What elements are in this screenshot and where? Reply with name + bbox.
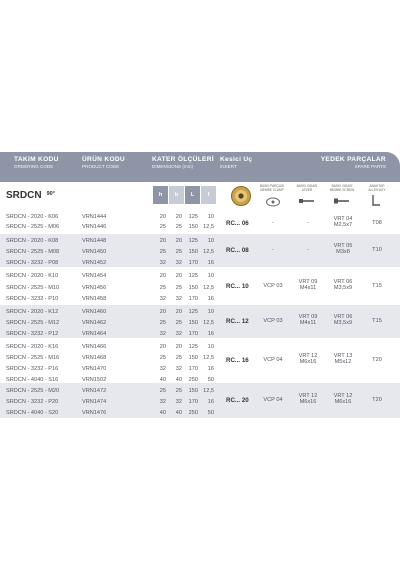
- dim-f-cell: 12,5: [203, 249, 214, 255]
- clamp-screw-icon: [333, 194, 351, 212]
- dim-h-cell: 32: [159, 331, 166, 337]
- table-row: [0, 329, 400, 339]
- dim-f-cell: 12,5: [203, 355, 214, 361]
- key-code: T08: [372, 219, 382, 226]
- insert-code: RC... 16: [226, 356, 249, 364]
- dim-l-cell: 170: [188, 366, 198, 372]
- lever-code: VRT 09 M4x11: [298, 314, 318, 326]
- header-ordering-subtitle: ORDERING CODE: [14, 164, 54, 169]
- dim-b-cell: 20: [175, 238, 182, 244]
- dim-b-cell: 25: [175, 388, 182, 394]
- dim-l-cell: 125: [188, 309, 198, 315]
- header-spare-parts: [321, 156, 386, 169]
- ordering-code-cell: SRDCN - 4040 - S16: [6, 377, 59, 383]
- dim-b-cell: 25: [175, 355, 182, 361]
- dim-l-cell: 170: [188, 331, 198, 337]
- table-row: [0, 408, 400, 418]
- ordering-code-cell: SRDCN - 3232 - P10: [6, 296, 59, 302]
- table-row: [0, 294, 400, 304]
- dim-b-cell: 32: [175, 399, 182, 405]
- clamp-plate-code: VCP 03: [263, 282, 283, 289]
- table-row: [0, 375, 400, 385]
- dim-b-cell: 32: [175, 296, 182, 302]
- dim-h-cell: 25: [159, 355, 166, 361]
- dim-h-cell: 25: [159, 249, 166, 255]
- ordering-code-cell: SRDCN - 3232 - P20: [6, 399, 59, 405]
- dim-h-cell: 32: [159, 366, 166, 372]
- insert-code: RC... 08: [226, 246, 249, 254]
- lever-code: VRT 09 M4x11: [298, 279, 318, 291]
- clamp-plate-code: VCP 04: [263, 396, 283, 403]
- product-code-cell: VRN1450: [82, 249, 107, 255]
- header-ordering-title: TAKIM KODU: [14, 156, 59, 163]
- series-angle: 90°: [46, 191, 55, 197]
- dim-h-cell: 25: [159, 320, 166, 326]
- dim-b-cell: 20: [175, 309, 182, 315]
- series-name: SRDCN: [6, 190, 42, 201]
- dim-header-b: b: [169, 186, 184, 204]
- header-spares-subtitle: SPARE PARTS: [354, 164, 386, 169]
- dim-h-cell: 20: [159, 238, 166, 244]
- ordering-code-cell: SRDCN - 2020 - K16: [6, 344, 59, 350]
- clamp-plate-code: -: [272, 246, 274, 253]
- dim-header-l: L: [185, 186, 200, 204]
- dim-f-cell: 50: [207, 410, 214, 416]
- header-insert-title: Kesici Uç: [220, 156, 253, 163]
- product-code-cell: VRN1456: [82, 285, 107, 291]
- dim-l-cell: 125: [188, 238, 198, 244]
- product-code-cell: VRN1474: [82, 399, 107, 405]
- dim-l-cell: 250: [188, 410, 198, 416]
- dim-f-cell: 16: [207, 331, 214, 337]
- dim-header-f: f: [201, 186, 216, 204]
- insert-code: RC... 10: [226, 282, 249, 290]
- ordering-code-cell: SRDCN - 2020 - K08: [6, 238, 59, 244]
- key-code: T15: [372, 317, 382, 324]
- header-insert: [220, 156, 252, 169]
- dim-h-cell: 20: [159, 273, 166, 279]
- ordering-code-cell: SRDCN - 2020 - K06: [6, 214, 59, 220]
- dim-h-cell: 25: [159, 388, 166, 394]
- dim-f-cell: 10: [207, 273, 214, 279]
- ordering-code-cell: SRDCN - 3232 - P12: [6, 331, 59, 337]
- dim-b-cell: 25: [175, 285, 182, 291]
- product-code-cell: VRN1462: [82, 320, 107, 326]
- spare-label-lever: BASKI VİDASI LEVER: [296, 184, 318, 192]
- dim-f-cell: 12,5: [203, 224, 214, 230]
- dim-l-cell: 150: [188, 320, 198, 326]
- product-code-cell: VRN1458: [82, 296, 107, 302]
- clamp-plate-code: VCP 03: [263, 317, 283, 324]
- product-code-cell: VRN1472: [82, 388, 107, 394]
- allen-key-icon: [370, 194, 382, 213]
- dim-b-cell: 40: [175, 377, 182, 383]
- insert-code: RC... 06: [226, 219, 249, 227]
- dim-l-cell: 125: [188, 273, 198, 279]
- dim-l-cell: 250: [188, 377, 198, 383]
- ordering-code-cell: SRDCN - 3232 - P08: [6, 260, 59, 266]
- ordering-code-cell: SRDCN - 2525 - M16: [6, 355, 60, 361]
- ordering-code-cell: SRDCN - 2525 - M12: [6, 320, 60, 326]
- product-code-cell: VRN1454: [82, 273, 107, 279]
- series-title: [6, 190, 55, 201]
- product-code-cell: VRN1466: [82, 344, 107, 350]
- key-code: T20: [372, 356, 382, 363]
- header-product-code: [82, 156, 125, 169]
- dim-b-cell: 40: [175, 410, 182, 416]
- insert-code: RC... 12: [226, 317, 249, 325]
- dim-l-cell: 150: [188, 355, 198, 361]
- dim-f-cell: 10: [207, 238, 214, 244]
- product-code-cell: VRN1470: [82, 366, 107, 372]
- dim-header-h: h: [153, 186, 168, 204]
- dim-l-cell: 125: [188, 214, 198, 220]
- product-code-cell: VRN1460: [82, 309, 107, 315]
- dim-f-cell: 10: [207, 344, 214, 350]
- header-dimensions-subtitle: DIMENSIONS (mm): [152, 164, 194, 169]
- table-row: [0, 342, 400, 352]
- dim-l-cell: 170: [188, 296, 198, 302]
- lever-code: -: [307, 219, 309, 226]
- header-dimensions-title: KATER ÖLÇÜLERİ: [152, 156, 214, 163]
- dim-b-cell: 20: [175, 214, 182, 220]
- insert-image: [230, 185, 252, 212]
- dim-h-cell: 40: [159, 410, 166, 416]
- ordering-code-cell: SRDCN - 2020 - K12: [6, 309, 59, 315]
- header-product-title: ÜRÜN KODU: [82, 156, 125, 163]
- product-code-cell: VRN1476: [82, 410, 107, 416]
- dim-f-cell: 16: [207, 296, 214, 302]
- lever-code: VRT 12 M6x16: [298, 393, 318, 405]
- dim-b-cell: 32: [175, 331, 182, 337]
- dim-f-cell: 12,5: [203, 320, 214, 326]
- clamp-plate-code: -: [272, 219, 274, 226]
- dim-h-cell: 32: [159, 296, 166, 302]
- dimension-headers: [153, 186, 217, 204]
- dim-h-cell: 25: [159, 285, 166, 291]
- ordering-code-cell: SRDCN - 3232 - P16: [6, 366, 59, 372]
- dim-h-cell: 20: [159, 309, 166, 315]
- header-insert-subtitle: INSERT: [220, 164, 237, 169]
- dim-f-cell: 12,5: [203, 388, 214, 394]
- dim-b-cell: 25: [175, 320, 182, 326]
- dim-l-cell: 170: [188, 399, 198, 405]
- insert-code: RC... 20: [226, 396, 249, 404]
- product-code-cell: VRN1444: [82, 214, 107, 220]
- product-code-cell: VRN1464: [82, 331, 107, 337]
- dim-l-cell: 150: [188, 388, 198, 394]
- dim-l-cell: 150: [188, 249, 198, 255]
- lever-code: VRT 12 M6x16: [298, 353, 318, 365]
- dim-b-cell: 32: [175, 260, 182, 266]
- header-spares-title: YEDEK PARÇALAR: [320, 156, 386, 163]
- dim-h-cell: 40: [159, 377, 166, 383]
- dim-h-cell: 20: [159, 214, 166, 220]
- lever-screw-icon: [298, 194, 316, 212]
- spare-label-plate: BASKI PARÇASI MEMBE CLAMP: [259, 184, 285, 192]
- ordering-code-cell: SRDCN - 2525 - M08: [6, 249, 60, 255]
- dim-b-cell: 20: [175, 344, 182, 350]
- key-code: T10: [372, 246, 382, 253]
- clamp-plate-code: VCP 04: [263, 356, 283, 363]
- product-code-cell: VRN1446: [82, 224, 107, 230]
- ordering-code-cell: SRDCN - 4040 - S20: [6, 410, 59, 416]
- screw-code: VRT 05 M3x8: [333, 243, 353, 255]
- ordering-code-cell: SRDCN - 2020 - K10: [6, 273, 59, 279]
- dim-h-cell: 25: [159, 224, 166, 230]
- dim-f-cell: 16: [207, 260, 214, 266]
- lever-code: -: [307, 246, 309, 253]
- screw-code: VRT 13 M5x12: [333, 353, 353, 365]
- key-code: T20: [372, 396, 382, 403]
- dim-f-cell: 10: [207, 214, 214, 220]
- table-row: [0, 364, 400, 374]
- dim-h-cell: 32: [159, 260, 166, 266]
- dim-f-cell: 16: [207, 399, 214, 405]
- screw-code: VRT 06 M3,5x9: [333, 279, 353, 291]
- ordering-code-cell: SRDCN - 2525 - M06: [6, 224, 60, 230]
- dim-b-cell: 25: [175, 249, 182, 255]
- ordering-code-cell: SRDCN - 2525 - M20: [6, 388, 60, 394]
- dim-h-cell: 32: [159, 399, 166, 405]
- screw-code: VRT 04 M2,5x7: [333, 216, 353, 228]
- screw-code: VRT 06 M3,5x9: [333, 314, 353, 326]
- dim-b-cell: 32: [175, 366, 182, 372]
- dim-f-cell: 16: [207, 366, 214, 372]
- product-code-cell: VRN1448: [82, 238, 107, 244]
- dim-f-cell: 50: [207, 377, 214, 383]
- dim-l-cell: 125: [188, 344, 198, 350]
- ordering-code-cell: SRDCN - 2525 - M10: [6, 285, 60, 291]
- header-product-subtitle: PRODUCT CODE: [82, 164, 120, 169]
- product-code-cell: VRN1452: [82, 260, 107, 266]
- product-code-cell: VRN1502: [82, 377, 107, 383]
- dim-l-cell: 150: [188, 224, 198, 230]
- dim-b-cell: 20: [175, 273, 182, 279]
- key-code: T15: [372, 282, 382, 289]
- spare-label-screw: BASKI VİDASI MEMBE SCREW: [329, 184, 355, 192]
- product-code-cell: VRN1468: [82, 355, 107, 361]
- dim-l-cell: 150: [188, 285, 198, 291]
- spare-label-key: ANAHTAR ALLEN KEY: [368, 184, 386, 192]
- header-dimensions: [152, 156, 214, 169]
- header-ordering-code: [14, 156, 59, 169]
- dim-f-cell: 10: [207, 309, 214, 315]
- table-row: [0, 258, 400, 268]
- clamp-plate-icon: [265, 194, 281, 212]
- dim-l-cell: 170: [188, 260, 198, 266]
- dim-f-cell: 12,5: [203, 285, 214, 291]
- dim-b-cell: 25: [175, 224, 182, 230]
- screw-code: VRT 12 M6x16: [333, 393, 353, 405]
- dim-h-cell: 20: [159, 344, 166, 350]
